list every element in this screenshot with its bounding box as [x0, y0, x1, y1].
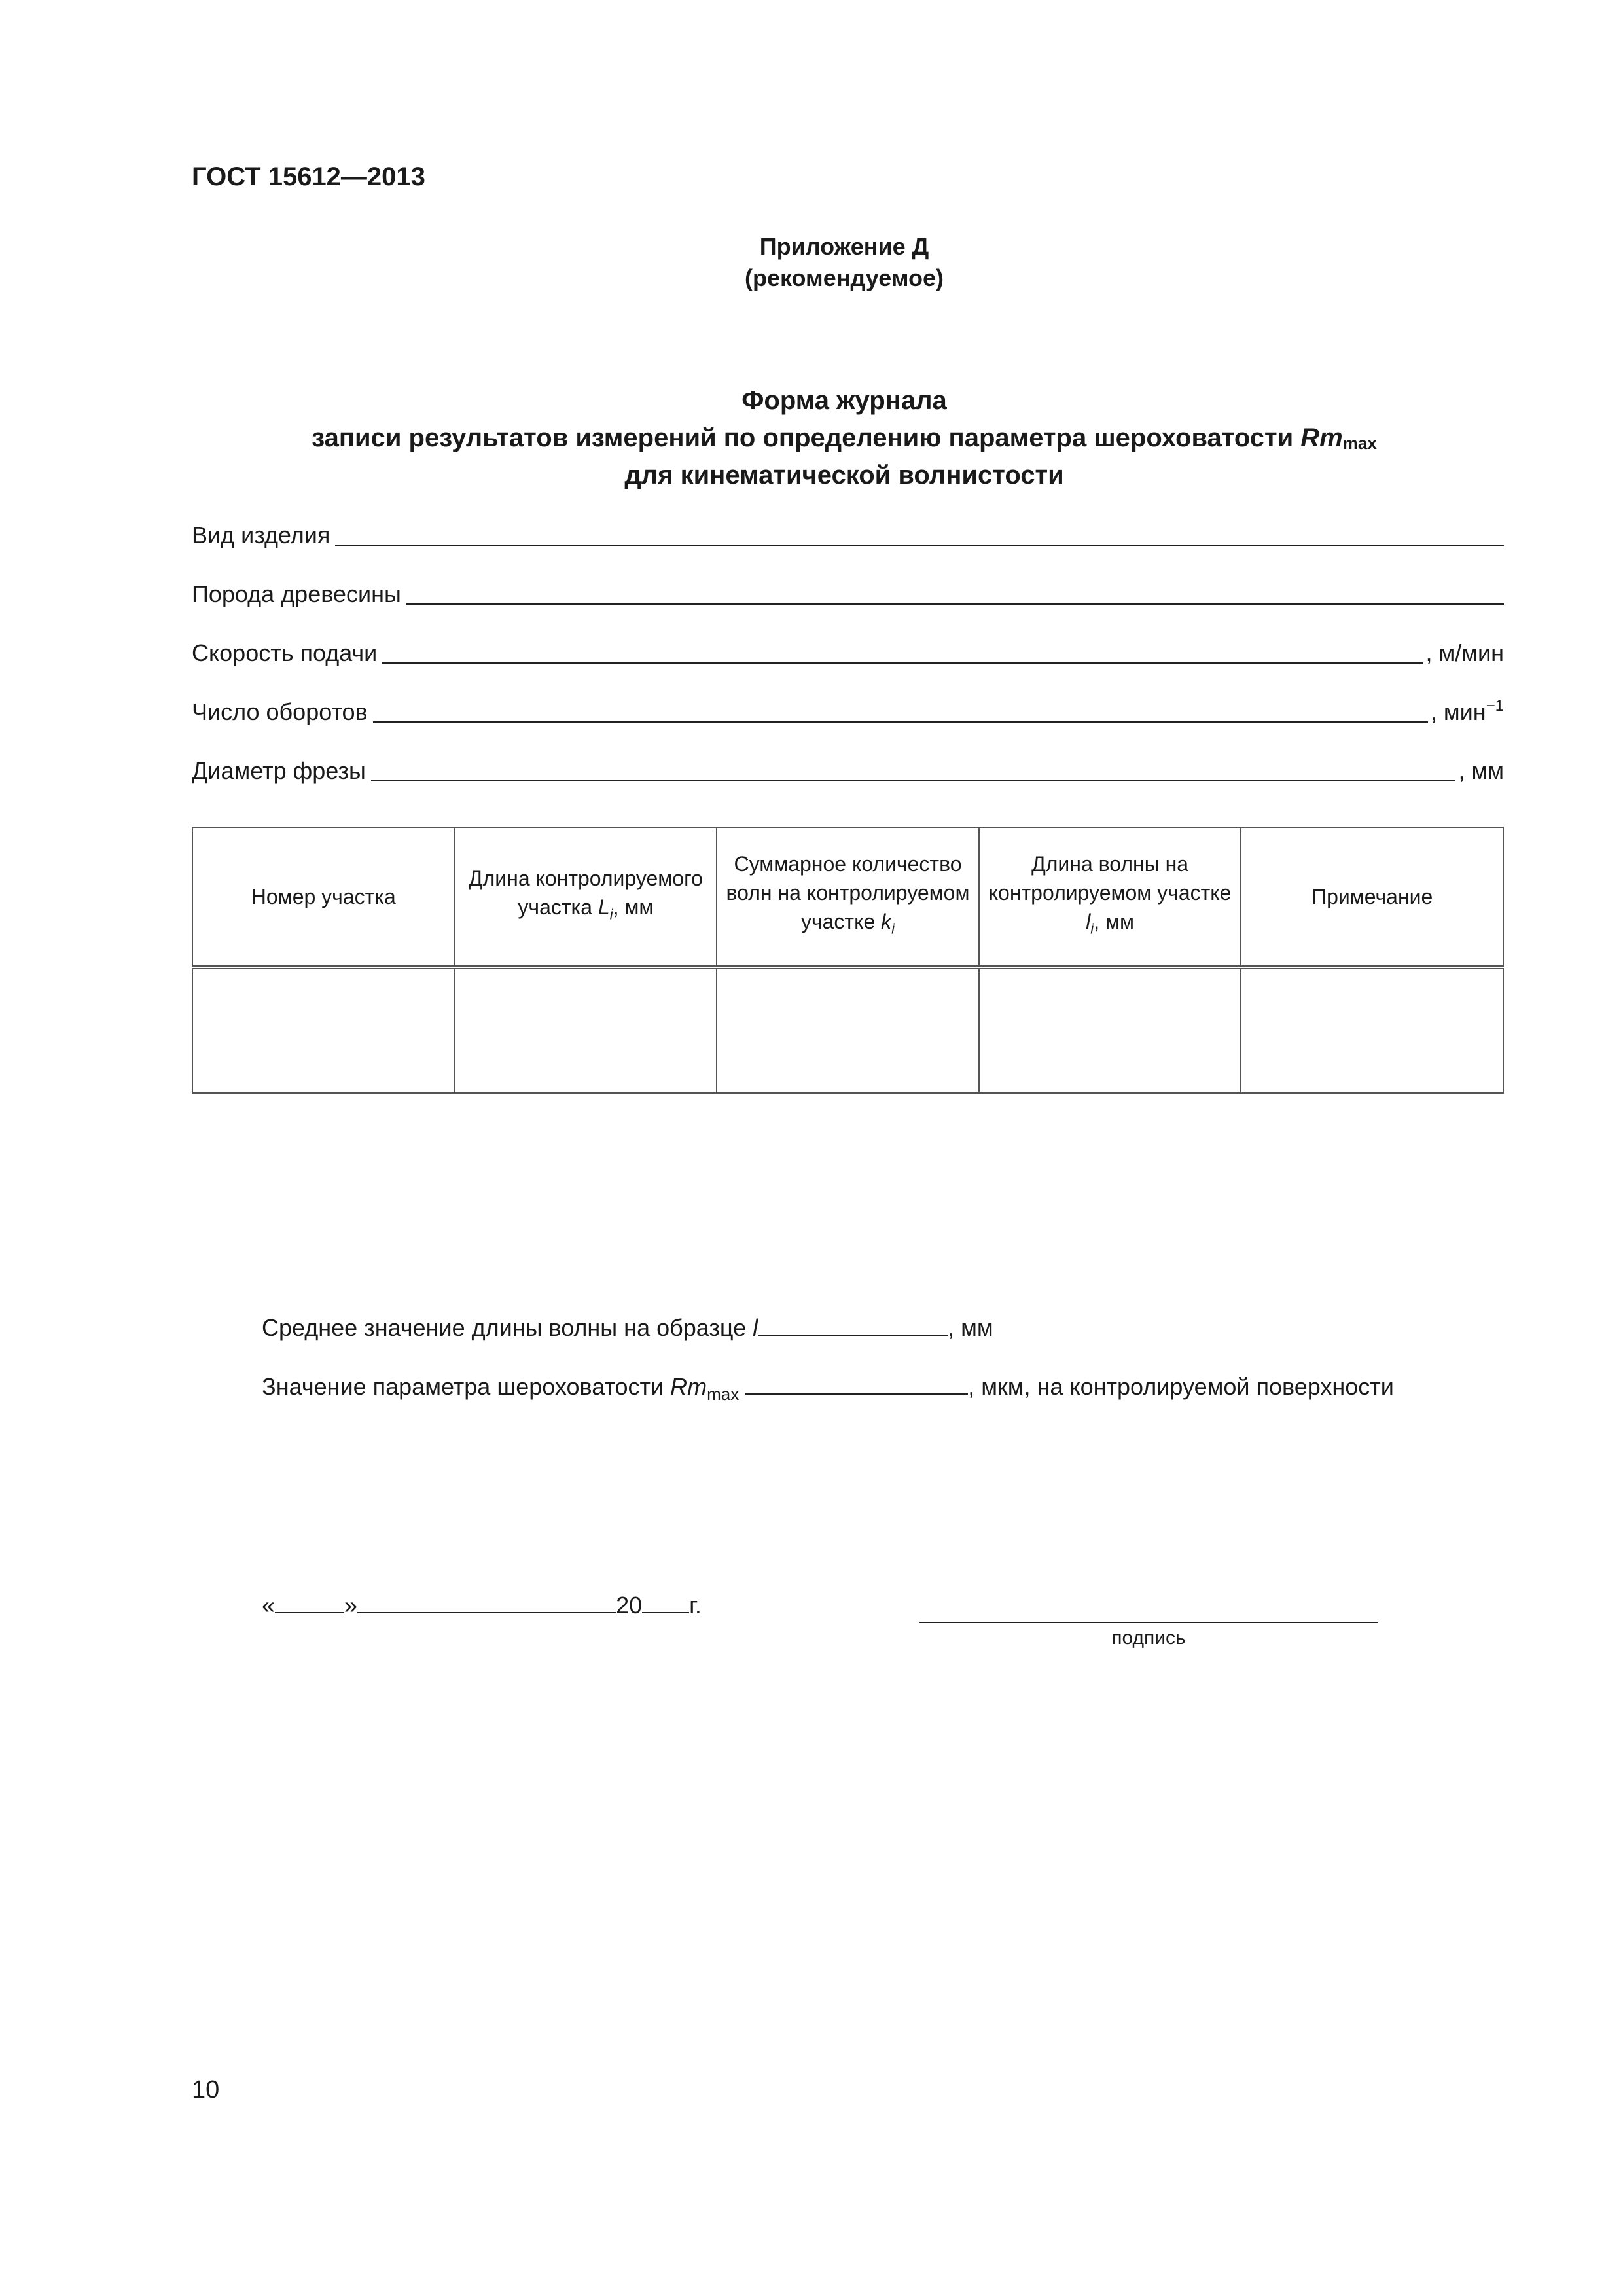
- table-cell[interactable]: [1241, 967, 1503, 1093]
- fill-line[interactable]: [335, 521, 1504, 546]
- col-section-length: [455, 827, 717, 967]
- col4-sub: i: [1090, 920, 1094, 937]
- param-symbol: Rm: [1300, 423, 1343, 452]
- form-title-line2-text: записи результатов измерений по определению параметра шероховатости: [312, 423, 1301, 452]
- signature-line[interactable]: [919, 1622, 1378, 1623]
- col4-sym: l: [1086, 910, 1091, 934]
- field-unit-text: , мин: [1430, 698, 1486, 725]
- field-unit-sup: −1: [1486, 697, 1504, 715]
- param-tail: , мкм, на контролируемой поверхности: [968, 1373, 1394, 1400]
- mean-wavelength-line: [262, 1313, 1440, 1343]
- field-cutter-diameter[interactable]: [192, 751, 1504, 784]
- field-unit: [1428, 699, 1504, 725]
- quote-open: «: [262, 1592, 276, 1619]
- param-sym: Rm: [670, 1373, 707, 1400]
- mean-fill-line[interactable]: [758, 1314, 948, 1336]
- table-cell[interactable]: [717, 967, 979, 1093]
- signature-caption: подпись: [1111, 1627, 1186, 1649]
- param-fill-line[interactable]: [745, 1372, 968, 1395]
- field-label: Скорость подачи: [192, 639, 378, 666]
- col-wave-count: [717, 827, 979, 967]
- field-wood-species[interactable]: [192, 575, 1504, 607]
- month-fill-line[interactable]: [357, 1591, 616, 1613]
- field-label: Порода древесины: [192, 581, 401, 607]
- fill-line[interactable]: [371, 757, 1456, 781]
- appendix-status: (рекомендуемое): [745, 264, 944, 291]
- field-unit: , мм: [1458, 757, 1504, 784]
- col3-text: Суммарное количество волн на контролируемом участке: [726, 852, 970, 934]
- mean-label: Среднее значение длины волны на образце: [262, 1314, 753, 1341]
- appendix-title: Приложение Д: [759, 233, 929, 260]
- field-feed-speed[interactable]: [192, 634, 1504, 666]
- fill-line[interactable]: [382, 639, 1423, 664]
- col3-sub: i: [891, 920, 895, 937]
- table-header-row: [192, 827, 1503, 967]
- date-line: [262, 1590, 702, 1621]
- field-rotations[interactable]: [192, 692, 1504, 725]
- col2-symbol: [597, 895, 613, 923]
- col2-text: Длина контролируемого участка: [468, 867, 703, 920]
- col3-symbol: [881, 910, 895, 937]
- col-wavelength: [979, 827, 1241, 967]
- field-label: Вид изделия: [192, 522, 330, 548]
- year-prefix: 20: [616, 1592, 643, 1619]
- fill-line[interactable]: [373, 698, 1428, 723]
- fill-line[interactable]: [406, 580, 1504, 605]
- field-product-type[interactable]: [192, 516, 1504, 548]
- param-subscript: max: [1342, 433, 1377, 453]
- field-unit: , м/мин: [1425, 639, 1504, 666]
- form-title-line1: Форма журнала: [741, 386, 947, 415]
- field-label: Число оборотов: [192, 698, 368, 725]
- table-cell[interactable]: [979, 967, 1241, 1093]
- table-cell[interactable]: [455, 967, 717, 1093]
- mean-symbol: l: [753, 1314, 758, 1341]
- table-row: [192, 967, 1503, 1093]
- measurement-table: [192, 827, 1504, 1094]
- col-section-number: Номер участка: [192, 827, 455, 967]
- col2-sub: i: [609, 906, 613, 923]
- table-cell[interactable]: [192, 967, 455, 1093]
- form-title-line3: для кинематической волнистости: [624, 461, 1064, 490]
- day-fill-line[interactable]: [275, 1591, 344, 1613]
- param-sub: max: [707, 1384, 740, 1405]
- quote-close: »: [344, 1592, 358, 1619]
- standard-id: ГОСТ 15612—2013: [192, 162, 425, 191]
- field-label: Диаметр фрезы: [192, 757, 366, 784]
- col2-sym: L: [597, 895, 610, 920]
- col4-text: Длина волны на контролируемом участке: [988, 852, 1232, 905]
- col-note: Примечание: [1241, 827, 1503, 967]
- col3-sym: k: [881, 910, 892, 934]
- param-label: Значение параметра шероховатости: [262, 1373, 671, 1400]
- col4-unit: , мм: [1094, 910, 1134, 934]
- page-number: 10: [192, 2076, 220, 2104]
- col4-symbol: [1086, 910, 1094, 937]
- year-fill-line[interactable]: [642, 1591, 689, 1613]
- mean-unit: , мм: [948, 1314, 993, 1341]
- roughness-value-line: [262, 1372, 1440, 1409]
- col2-unit: , мм: [613, 895, 654, 920]
- year-suffix: г.: [689, 1592, 702, 1619]
